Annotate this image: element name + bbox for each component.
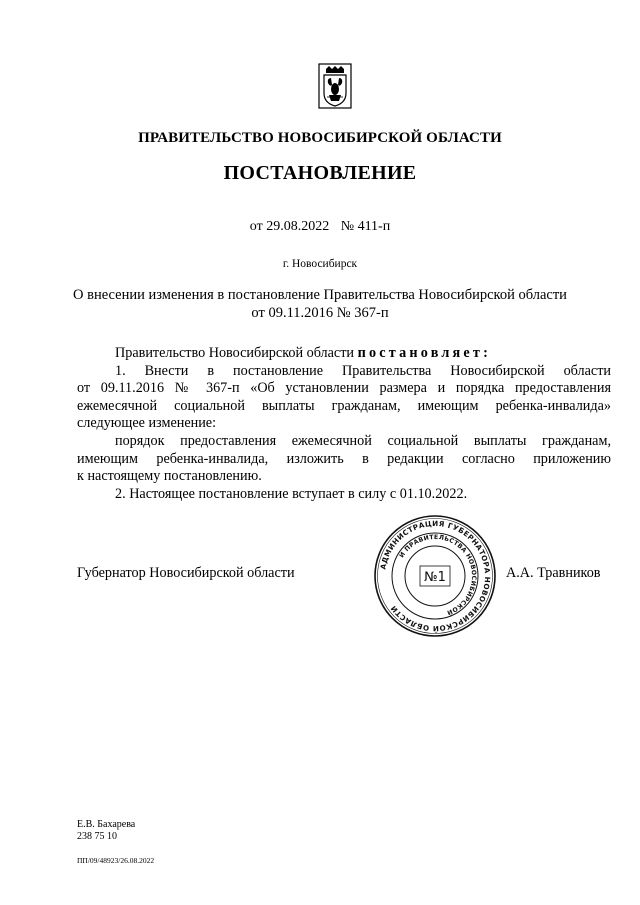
executor-name: Е.В. Бахарева	[77, 819, 136, 830]
decree-word: постановляет:	[357, 345, 491, 361]
official-seal	[371, 512, 499, 640]
svg-text:И ПРАВИТЕЛЬСТВА НОВОСИБИРСКОЙ: И ПРАВИТЕЛЬСТВА НОВОСИБИРСКОЙ	[398, 533, 478, 616]
document-body	[77, 345, 611, 503]
signatory-position: Губернатор Новосибирской области	[77, 565, 295, 581]
item-2: 2. Настоящее постановление вступает в силу с 01.10.2022.	[115, 485, 468, 502]
document-date: 29.08.2022	[266, 219, 330, 234]
document-type: ПОСТАНОВЛЕНИЕ	[223, 162, 417, 184]
city: г. Новосибирск	[282, 258, 358, 270]
change-line: порядок предоставления ежемесячной социальной выплаты гражданам,	[115, 432, 611, 449]
subject-line: О внесении изменения в постановление Правительства Новосибирской области	[73, 287, 567, 303]
document-id: ПП/09/48923/26.08.2022	[77, 856, 155, 865]
change-line: имеющим ребенка-инвалида, изложить в редакции согласно приложению	[77, 450, 611, 467]
item-1-line: ежемесячной социальной выплаты гражданам, имеющим ребенка-инвалида»	[77, 397, 611, 414]
executor-phone: 238 75 10	[77, 830, 117, 842]
date-prefix: от	[249, 219, 263, 234]
svg-text:АДМИНИСТРАЦИЯ ГУБЕРНАТОРА НОВО: АДМИНИСТРАЦИЯ ГУБЕРНАТОРА НОВОСИБИРСКОЙ ОБЛАСТИ	[378, 518, 493, 634]
document-number: № 411-п	[340, 219, 391, 234]
item-1-line: следующее изменение:	[77, 415, 217, 432]
executor-info	[77, 819, 135, 842]
subject-line: от 09.11.2016 № 367-п	[251, 305, 389, 321]
organization-title: ПРАВИТЕЛЬСТВО НОВОСИБИРСКОЙ ОБЛАСТИ	[138, 130, 502, 146]
svg-text:№1: №1	[424, 570, 446, 585]
date-number-line	[0, 219, 640, 235]
coat-of-arms-icon	[318, 63, 352, 109]
signatory-name: А.А. Травников	[506, 565, 601, 581]
item-1-line: 1. Внести в постановление Правительства Новосибирской области	[115, 362, 611, 379]
subject	[0, 286, 640, 322]
change-line: к настоящему постановлению.	[77, 468, 262, 485]
preamble: Правительство Новосибирской области постановляет:	[115, 345, 491, 361]
item-1-line: от 09.11.2016 № 367-п «Об установлении размера и порядка предоставления	[77, 380, 611, 397]
